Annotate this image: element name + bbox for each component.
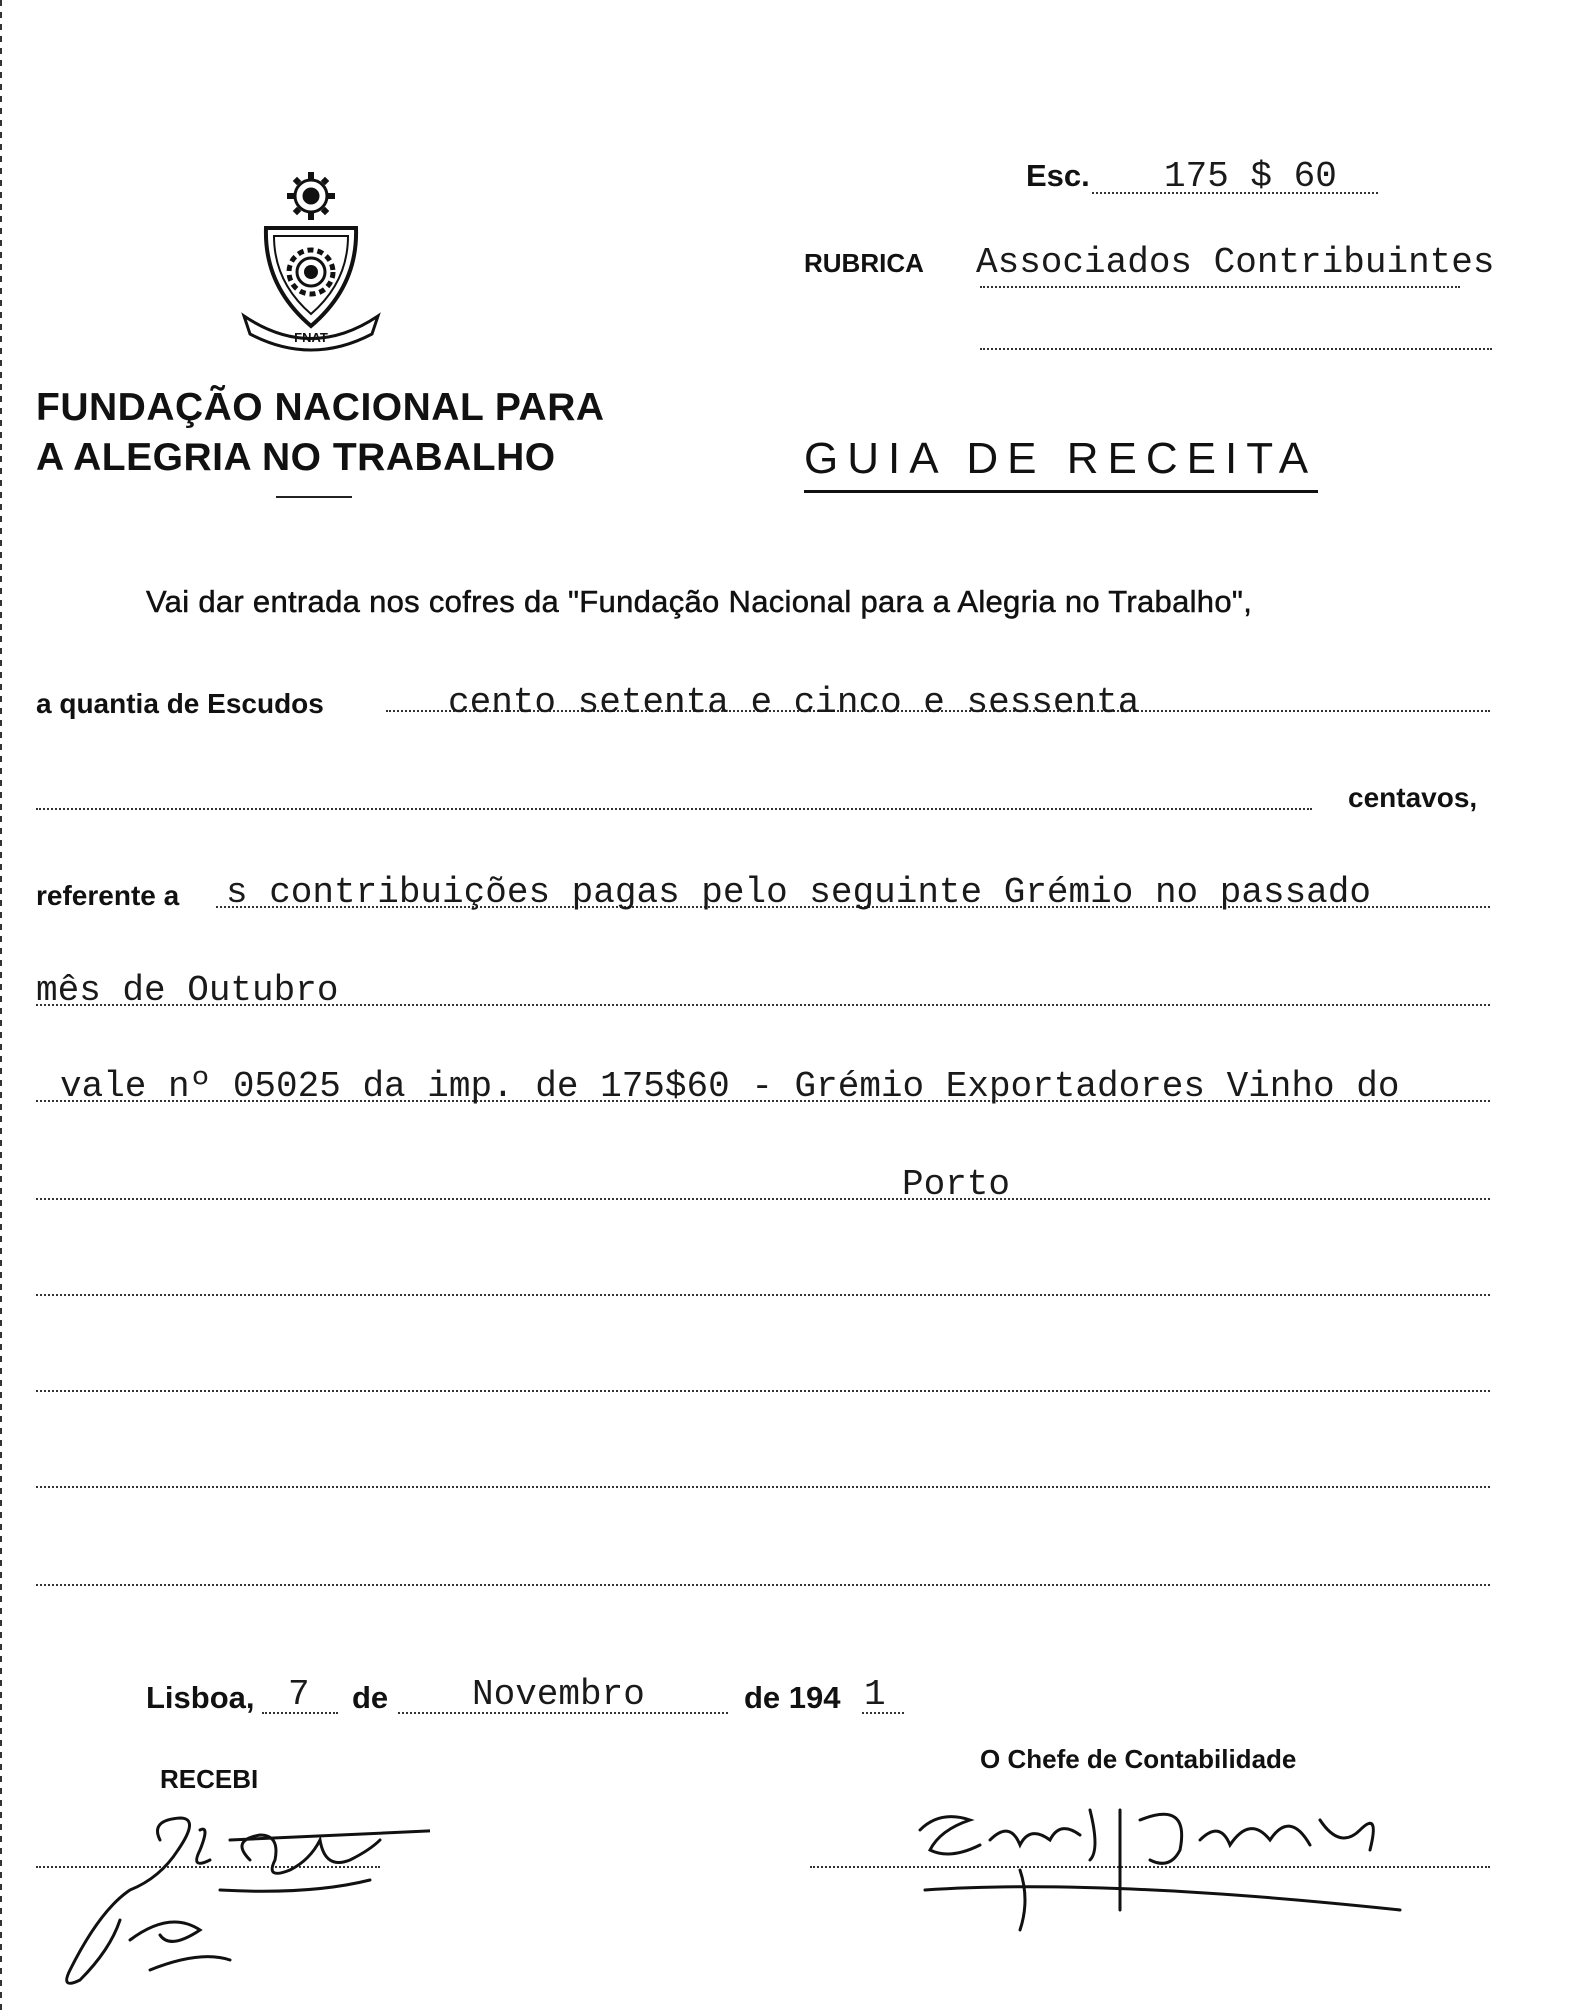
esc-label: Esc. — [1026, 158, 1090, 193]
esc-amount: 175 $ 60 — [1164, 156, 1337, 197]
centavos-line — [36, 808, 1312, 810]
quantia-value: cento setenta e cinco e sessenta — [448, 682, 1140, 723]
organization-name-line1: FUNDAÇÃO NACIONAL PARA — [36, 386, 605, 429]
vale-value: vale nº 05025 da imp. de 175$60 - Grémio Exportadores Vinho do — [60, 1066, 1400, 1107]
date-day: 7 — [288, 1674, 310, 1715]
fnat-emblem-icon — [236, 166, 386, 356]
emblem-ribbon-text: FNAT — [294, 330, 328, 345]
date-month: Novembro — [472, 1674, 645, 1715]
date-de-1: de — [352, 1680, 389, 1715]
organization-name-line2: A ALEGRIA NO TRABALHO — [36, 436, 556, 479]
intro-text: Vai dar entrada nos cofres da "Fundação Nacional para a Alegria no Trabalho", — [146, 584, 1253, 619]
date-year-line — [862, 1712, 904, 1714]
centavos-label: centavos, — [1348, 782, 1478, 813]
rubrica-line — [980, 286, 1460, 288]
organization-divider — [276, 496, 352, 498]
date-year-prefix: de 194 — [744, 1680, 841, 1715]
chefe-signature — [900, 1790, 1500, 1970]
rubrica-label: RUBRICA — [804, 248, 924, 278]
rubrica-line-2 — [980, 348, 1492, 350]
blank-line-1 — [36, 1294, 1490, 1296]
quantia-label: a quantia de Escudos — [36, 688, 324, 719]
date-year-digit: 1 — [864, 1674, 886, 1715]
referente-label: referente a — [36, 880, 180, 911]
date-city-label: Lisboa, — [146, 1680, 255, 1715]
rubrica-value: Associados Contribuintes — [976, 242, 1495, 283]
blank-line-3 — [36, 1486, 1490, 1488]
porto-value: Porto — [902, 1164, 1011, 1205]
chefe-label: O Chefe de Contabilidade — [980, 1744, 1297, 1774]
title-underline — [804, 490, 1318, 493]
porto-line — [36, 1198, 1490, 1200]
recebi-label: RECEBI — [160, 1764, 259, 1794]
document-title: GUIA DE RECEITA — [804, 434, 1318, 483]
referente-value: s contribuições pagas pelo seguinte Grémio no passado — [226, 872, 1371, 913]
perforated-edge — [0, 0, 6, 2016]
blank-line-4 — [36, 1584, 1490, 1586]
blank-line-2 — [36, 1390, 1490, 1392]
recebi-signature — [50, 1800, 430, 1990]
mes-value: mês de Outubro — [36, 970, 339, 1011]
